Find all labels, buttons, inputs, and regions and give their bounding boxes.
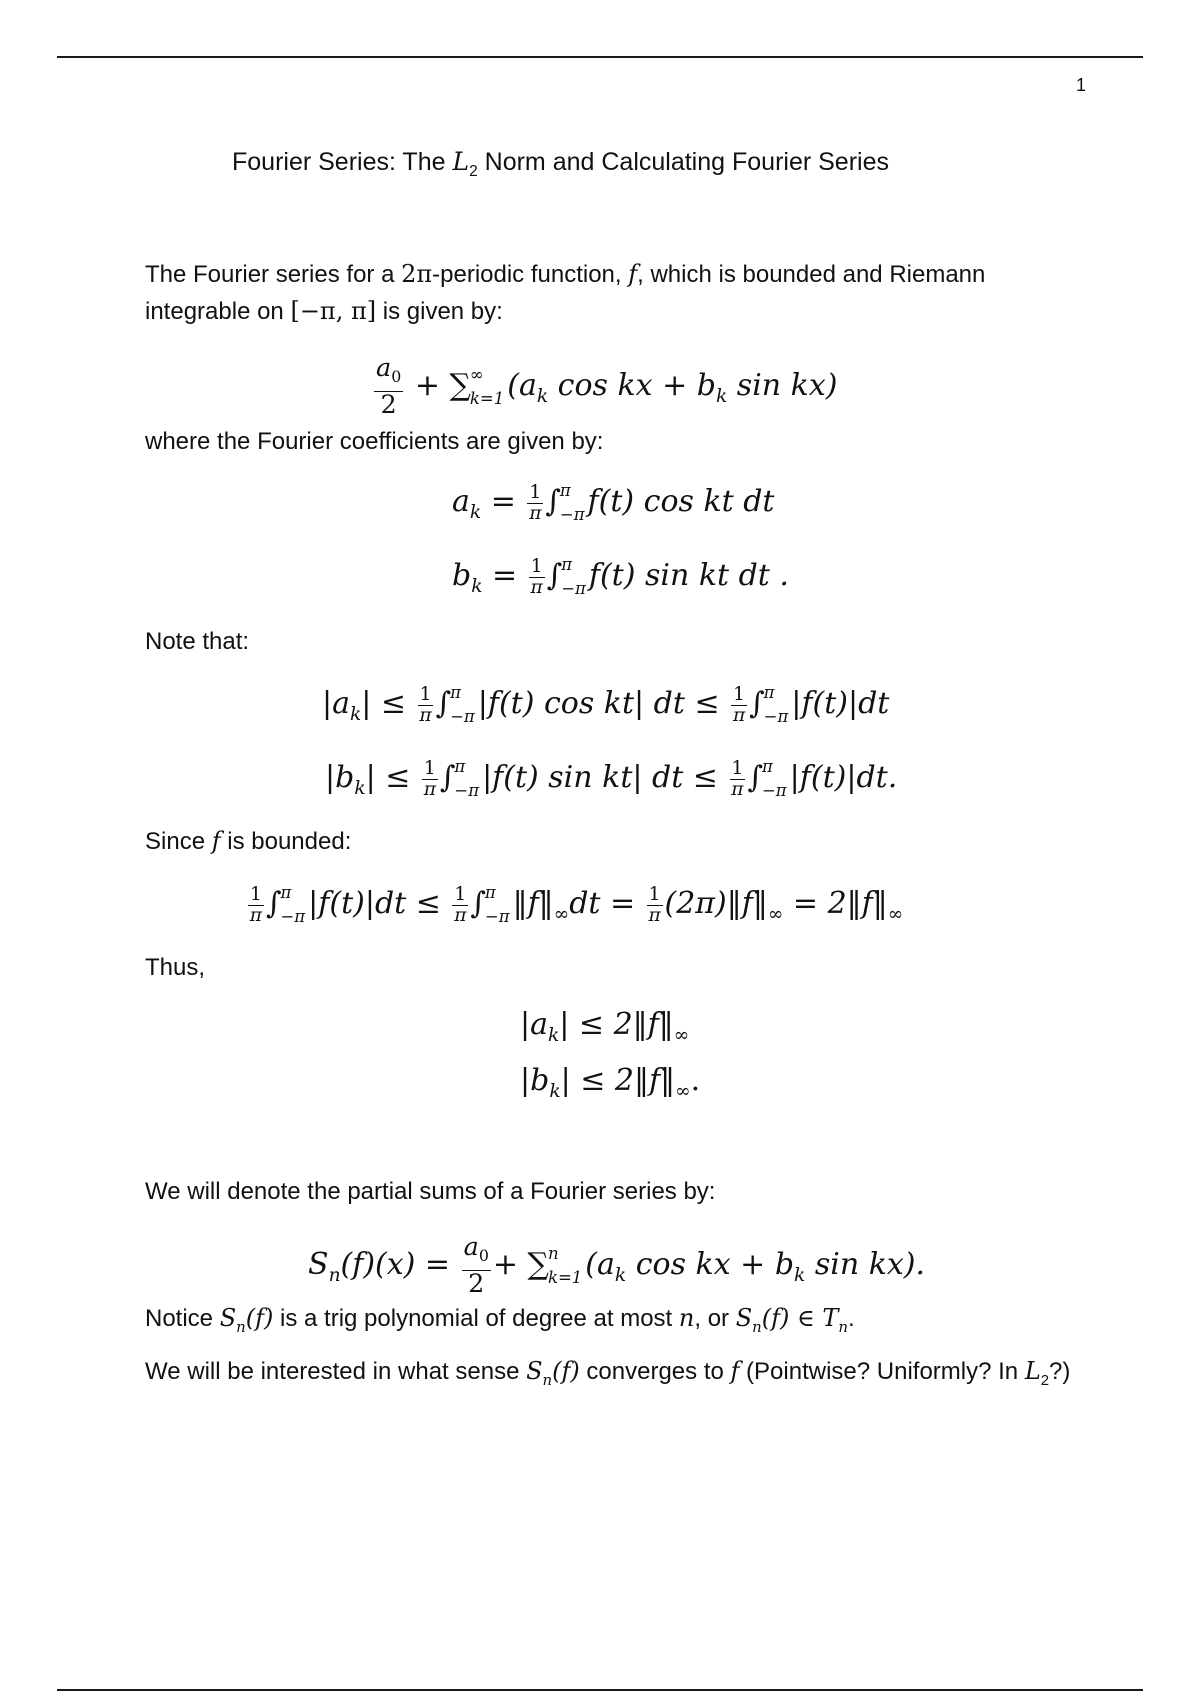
- inf-sub: ∞: [767, 904, 784, 926]
- frac-den: π: [530, 576, 543, 598]
- int-upper: π: [763, 683, 775, 702]
- fourier-series-equation: [372, 355, 837, 419]
- one-over-pi: [730, 759, 746, 799]
- interest-f2: f: [730, 1357, 740, 1385]
- one-over-pi: [452, 885, 468, 925]
- since-f: f: [211, 827, 221, 855]
- integral-limits: [280, 884, 305, 926]
- intro-text-1: The Fourier series for a: [145, 261, 402, 288]
- sn-symbol: S: [308, 1246, 329, 1282]
- leq: | ≤: [365, 760, 411, 796]
- int-lower: −π: [454, 781, 480, 801]
- bound-4: (2π)‖f‖: [664, 886, 768, 922]
- notice-S: S: [219, 1304, 237, 1332]
- interest-n: n: [542, 1370, 553, 1389]
- integral-sign: ∫: [470, 886, 486, 922]
- interest-L: L: [1024, 1357, 1041, 1385]
- notice-n: n: [236, 1317, 246, 1336]
- sn-cos-mid: cos kx + b: [635, 1246, 795, 1282]
- int-upper: π: [761, 757, 773, 776]
- intro-interval: [−π, π]: [290, 297, 377, 325]
- int-upper: π: [450, 683, 461, 702]
- title-pre: Fourier Series: The: [232, 148, 453, 176]
- integral-sign: ∫: [435, 686, 452, 722]
- a0-denominator: 2: [468, 1268, 485, 1299]
- frac-num: 1: [423, 758, 436, 780]
- thus-a-sub: k: [548, 1025, 560, 1046]
- bound-2: ‖f‖: [512, 886, 554, 922]
- inf-sub: ∞: [673, 1025, 690, 1046]
- bk-abs-inequality: [325, 758, 897, 809]
- frac-num: 1: [733, 684, 745, 706]
- frac-num: 1: [731, 758, 744, 780]
- ineq-b-sub: k: [354, 778, 366, 800]
- ineq-a-mid: |f(t) cos kt| dt ≤: [477, 686, 720, 722]
- frac-den: π: [529, 502, 542, 524]
- thus-a-rhs: | ≤ 2‖f‖: [559, 1007, 674, 1042]
- sn-sub: n: [328, 1264, 341, 1286]
- notice-f: (f): [245, 1304, 274, 1332]
- frac-num: 1: [454, 884, 467, 906]
- frac-den: π: [648, 904, 661, 926]
- a0-sub: 0: [478, 1246, 489, 1266]
- bk-bound: [520, 1061, 700, 1112]
- coefficients-intro: where the Fourier coefficients are given by:: [145, 428, 604, 455]
- thus-a: |a: [520, 1007, 548, 1042]
- interest-text-2: converges to: [579, 1358, 731, 1385]
- frac-num: 1: [530, 556, 543, 578]
- bound-3: dt =: [569, 886, 636, 922]
- integral-limits: [450, 684, 475, 726]
- ak-eq-sub: k: [469, 502, 482, 524]
- ineq-b-end: |f(t)|dt.: [789, 760, 898, 796]
- integral-limits: [762, 758, 787, 800]
- sn-body: (a: [585, 1246, 615, 1282]
- notice-n2: n: [752, 1317, 762, 1336]
- a0-over-2: [462, 1234, 491, 1298]
- interest-text-1: We will be interested in what sense: [145, 1358, 527, 1385]
- int-upper: π: [559, 481, 571, 500]
- title-post: Norm and Calculating Fourier Series: [477, 148, 889, 176]
- note-label: Note that:: [145, 628, 250, 655]
- integral-limits: [561, 556, 586, 598]
- sum-sign: + ∑: [492, 1246, 549, 1282]
- int-lower: −π: [280, 907, 306, 927]
- interest-paragraph: [145, 1353, 1090, 1399]
- bk-eq-sub: k: [471, 576, 483, 598]
- interest-text-4: ?): [1049, 1358, 1071, 1385]
- frac-num: 1: [419, 684, 432, 706]
- ineq-a-sub: k: [350, 704, 362, 726]
- integral-limits: [560, 482, 585, 524]
- sum-limits: [470, 366, 504, 408]
- one-over-pi: [731, 685, 747, 725]
- series-cos-mid: cos kx + b: [557, 367, 716, 403]
- interest-L-sub: 2: [1040, 1372, 1050, 1389]
- ak-rhs: f(t) cos kt dt: [587, 484, 775, 520]
- interest-S: S: [526, 1357, 543, 1385]
- integral-sign: ∫: [546, 558, 563, 594]
- interest-text-3: (Pointwise? Uniformly? In: [739, 1358, 1025, 1385]
- bk-rhs: f(t) sin kt dt .: [588, 558, 789, 594]
- intro-paragraph: [145, 256, 1090, 330]
- int-lower: −π: [561, 579, 586, 599]
- notice-f2: (f) ∈ T: [761, 1304, 839, 1332]
- thus-b: |b: [520, 1063, 550, 1098]
- ineq-a-end: |f(t)|dt: [791, 686, 890, 722]
- integral-sign: ∫: [439, 760, 456, 796]
- sum-limits: [548, 1245, 582, 1287]
- series-body-end: sin kx): [736, 367, 838, 403]
- sum-lower: k=1: [547, 1267, 583, 1287]
- ak-sub: k: [614, 1264, 627, 1286]
- sn-body-end: sin kx).: [814, 1246, 926, 1282]
- title-symbol: L: [452, 147, 470, 176]
- interest-f: (f): [552, 1357, 580, 1385]
- int-upper: π: [280, 883, 292, 902]
- leq: | ≤: [361, 686, 407, 722]
- inf-sub: ∞: [675, 1081, 691, 1102]
- bound-chain-equation: [246, 884, 903, 935]
- notice-Tn: n: [838, 1317, 848, 1336]
- frac-num: 1: [529, 482, 542, 504]
- since-text-1: Since: [145, 828, 212, 855]
- notice-text-4: .: [847, 1305, 855, 1332]
- bound-1: |f(t)|dt ≤: [308, 886, 441, 922]
- a0-symbol: a: [376, 353, 392, 383]
- a0-denominator: 2: [380, 389, 397, 420]
- one-over-pi: [529, 557, 545, 597]
- a0-sub: 0: [391, 367, 402, 387]
- int-lower: −π: [761, 781, 787, 801]
- int-lower: −π: [450, 707, 475, 727]
- since-text-2: is bounded:: [220, 828, 352, 855]
- bound-5: = 2‖f‖: [792, 886, 888, 922]
- sum-upper: n: [547, 1243, 559, 1263]
- integral-sign: ∫: [545, 484, 561, 520]
- top-rule: [57, 56, 1143, 58]
- sum-lower: k=1: [469, 388, 505, 408]
- ak-equation: $a_k$ = $\frac{1}{\pi}\int$ π −π f(t) cos kt dt: [452, 481, 775, 525]
- integral-sign: ∫: [747, 760, 763, 796]
- a0-over-2: [374, 355, 403, 419]
- sn-lhs: (f)(x) =: [340, 1246, 451, 1282]
- frac-num: 1: [250, 884, 262, 906]
- integral-limits: [454, 758, 479, 800]
- integral-limits: [764, 684, 789, 726]
- intro-text-2: -periodic function,: [432, 261, 629, 288]
- a0-symbol: a: [463, 1232, 479, 1262]
- thus-label: Thus,: [145, 954, 206, 981]
- int-upper: π: [454, 757, 466, 776]
- one-over-pi: [527, 483, 543, 523]
- frac-den: π: [732, 704, 746, 726]
- thus-b-rhs: | ≤ 2‖f‖: [560, 1063, 676, 1098]
- bottom-rule: [57, 1689, 1143, 1691]
- period: .: [690, 1063, 701, 1098]
- ak-symbol: a: [452, 484, 470, 520]
- intro-text-3: , which is bounded and Riemann integrable on: [145, 261, 986, 325]
- inf-sub: ∞: [553, 904, 570, 926]
- partial-sums-intro: We will denote the partial sums of a Fourier series by:: [145, 1178, 716, 1205]
- integral-sign: ∫: [265, 886, 282, 922]
- one-over-pi: [418, 685, 434, 725]
- title-subscript: 2: [469, 163, 478, 180]
- ak-bound: [520, 1005, 689, 1056]
- intro-2pi: 2π: [401, 260, 433, 288]
- notice-S2: S: [735, 1304, 753, 1332]
- frac-den: π: [454, 904, 467, 926]
- intro-f: f: [628, 260, 638, 288]
- partial-sum-equation: [308, 1234, 925, 1298]
- since-bounded: [145, 823, 1090, 860]
- bk-sub: k: [794, 1264, 806, 1286]
- series-body: (a: [507, 367, 537, 403]
- ak-abs-inequality: [322, 684, 889, 735]
- frac-den: π: [423, 778, 436, 800]
- frac-num: 1: [648, 884, 661, 906]
- thus-b-sub: k: [549, 1081, 561, 1102]
- sum-sign: + ∑: [414, 367, 471, 403]
- integral-sign: ∫: [748, 686, 765, 722]
- inf-sub: ∞: [887, 904, 904, 926]
- frac-den: π: [249, 904, 263, 926]
- one-over-pi: [248, 885, 264, 925]
- notice-text-2: is a trig polynomial of degree at most: [273, 1305, 679, 1332]
- one-over-pi: [422, 759, 438, 799]
- intro-text-4: is given by:: [376, 298, 503, 325]
- notice-paragraph: [145, 1300, 1090, 1345]
- int-lower: −π: [484, 907, 510, 927]
- bk-equation: $b_k$ = $\frac{1}{\pi}\int$ π −π f(t) sin kt dt .: [452, 555, 789, 599]
- notice-text-3: , or: [694, 1305, 736, 1332]
- bk-sub: k: [715, 385, 728, 407]
- int-lower: −π: [763, 707, 789, 727]
- ineq-a: |a: [322, 686, 350, 722]
- frac-den: π: [731, 778, 744, 800]
- sum-upper: ∞: [469, 364, 484, 384]
- frac-den: π: [419, 704, 432, 726]
- notice-deg: n: [678, 1304, 695, 1332]
- integral-limits: [485, 884, 510, 926]
- ineq-b: |b: [325, 760, 355, 796]
- int-lower: −π: [559, 505, 585, 525]
- ak-sub: k: [536, 385, 549, 407]
- ineq-b-mid: |f(t) sin kt| dt ≤: [482, 760, 718, 796]
- page-title: [232, 147, 889, 181]
- int-upper: π: [484, 883, 496, 902]
- page-number: 1: [1076, 75, 1087, 95]
- notice-text-1: Notice: [145, 1305, 220, 1332]
- one-over-pi: [647, 885, 663, 925]
- int-upper: π: [561, 555, 573, 574]
- bk-symbol: b: [452, 558, 472, 594]
